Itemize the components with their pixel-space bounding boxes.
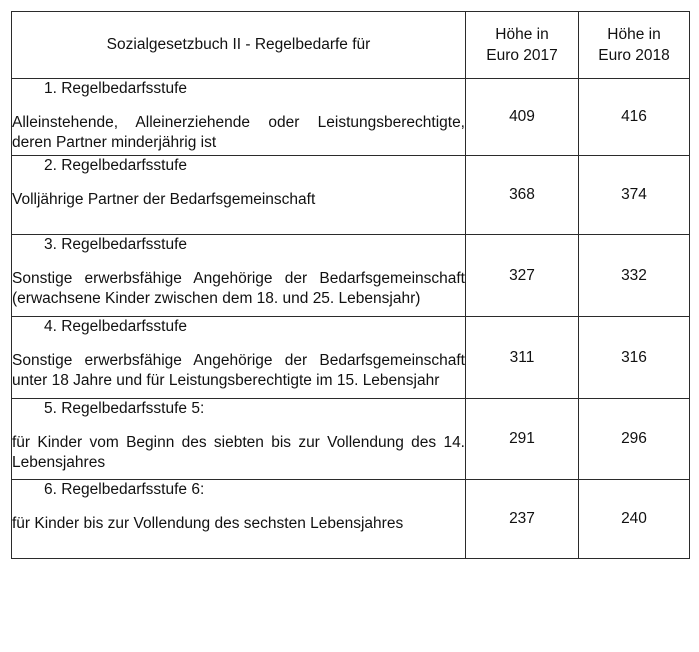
stufe-label: 6. Regelbedarfsstufe 6: [44,481,205,498]
value-2017: 409 [466,79,579,156]
stufe-label: 5. Regelbedarfsstufe 5: [44,400,205,417]
value-2018: 374 [579,156,690,235]
stufe-text: für Kinder bis zur Vollendung des sechsten Lebensjahres [12,515,404,532]
header-2017-label: Höhe in Euro 2017 [486,26,558,64]
value-2017: 291 [466,399,579,480]
row-description [12,79,466,156]
value-2018: 332 [579,235,690,317]
value-2017: 237 [466,480,579,559]
stufe-text: Sonstige erwerbsfähige Angehörige der Bedarfsgemeinschaft unter 18 Jahre und für Leistungsberechtigte im 15. Lebensjahr [12,352,465,389]
stufe-text: Alleinstehende, Alleinerziehende oder Leistungsberechtigte, deren Partner minderjährig ist [12,114,465,151]
row-description [12,480,466,559]
regelbedarfe-table [11,11,690,559]
stufe-text: für Kinder vom Beginn des siebten bis zur Vollendung des 14. Lebensjahres [12,434,465,471]
value-2018: 316 [579,317,690,399]
value-2017: 368 [466,156,579,235]
header-2018-label: Höhe in Euro 2018 [598,26,670,64]
row-description [12,399,466,480]
table-row [12,480,690,559]
row-description [12,317,466,399]
stufe-label: 3. Regelbedarfsstufe [44,236,188,253]
stufe-label: 1. Regelbedarfsstufe [44,80,188,97]
table-header-row [12,12,690,79]
table-row [12,156,690,235]
table-row [12,317,690,399]
value-2017: 311 [466,317,579,399]
value-2018: 240 [579,480,690,559]
stufe-label: 2. Regelbedarfsstufe [44,157,188,174]
header-2017 [466,12,579,79]
value-2018: 296 [579,399,690,480]
value-2018: 416 [579,79,690,156]
header-description: Sozialgesetzbuch II - Regelbedarfe für [12,12,466,79]
value-2017: 327 [466,235,579,317]
header-2018 [579,12,690,79]
stufe-label: 4. Regelbedarfsstufe [44,318,188,335]
stufe-text: Sonstige erwerbsfähige Angehörige der Bedarfsgemeinschaft (erwachsene Kinder zwischen dem 18. und 25. Lebensjahr) [12,270,465,307]
row-description [12,156,466,235]
table-row [12,79,690,156]
table-row [12,399,690,480]
row-description [12,235,466,317]
table-row [12,235,690,317]
stufe-text: Volljährige Partner der Bedarfsgemeinschaft [12,191,316,208]
